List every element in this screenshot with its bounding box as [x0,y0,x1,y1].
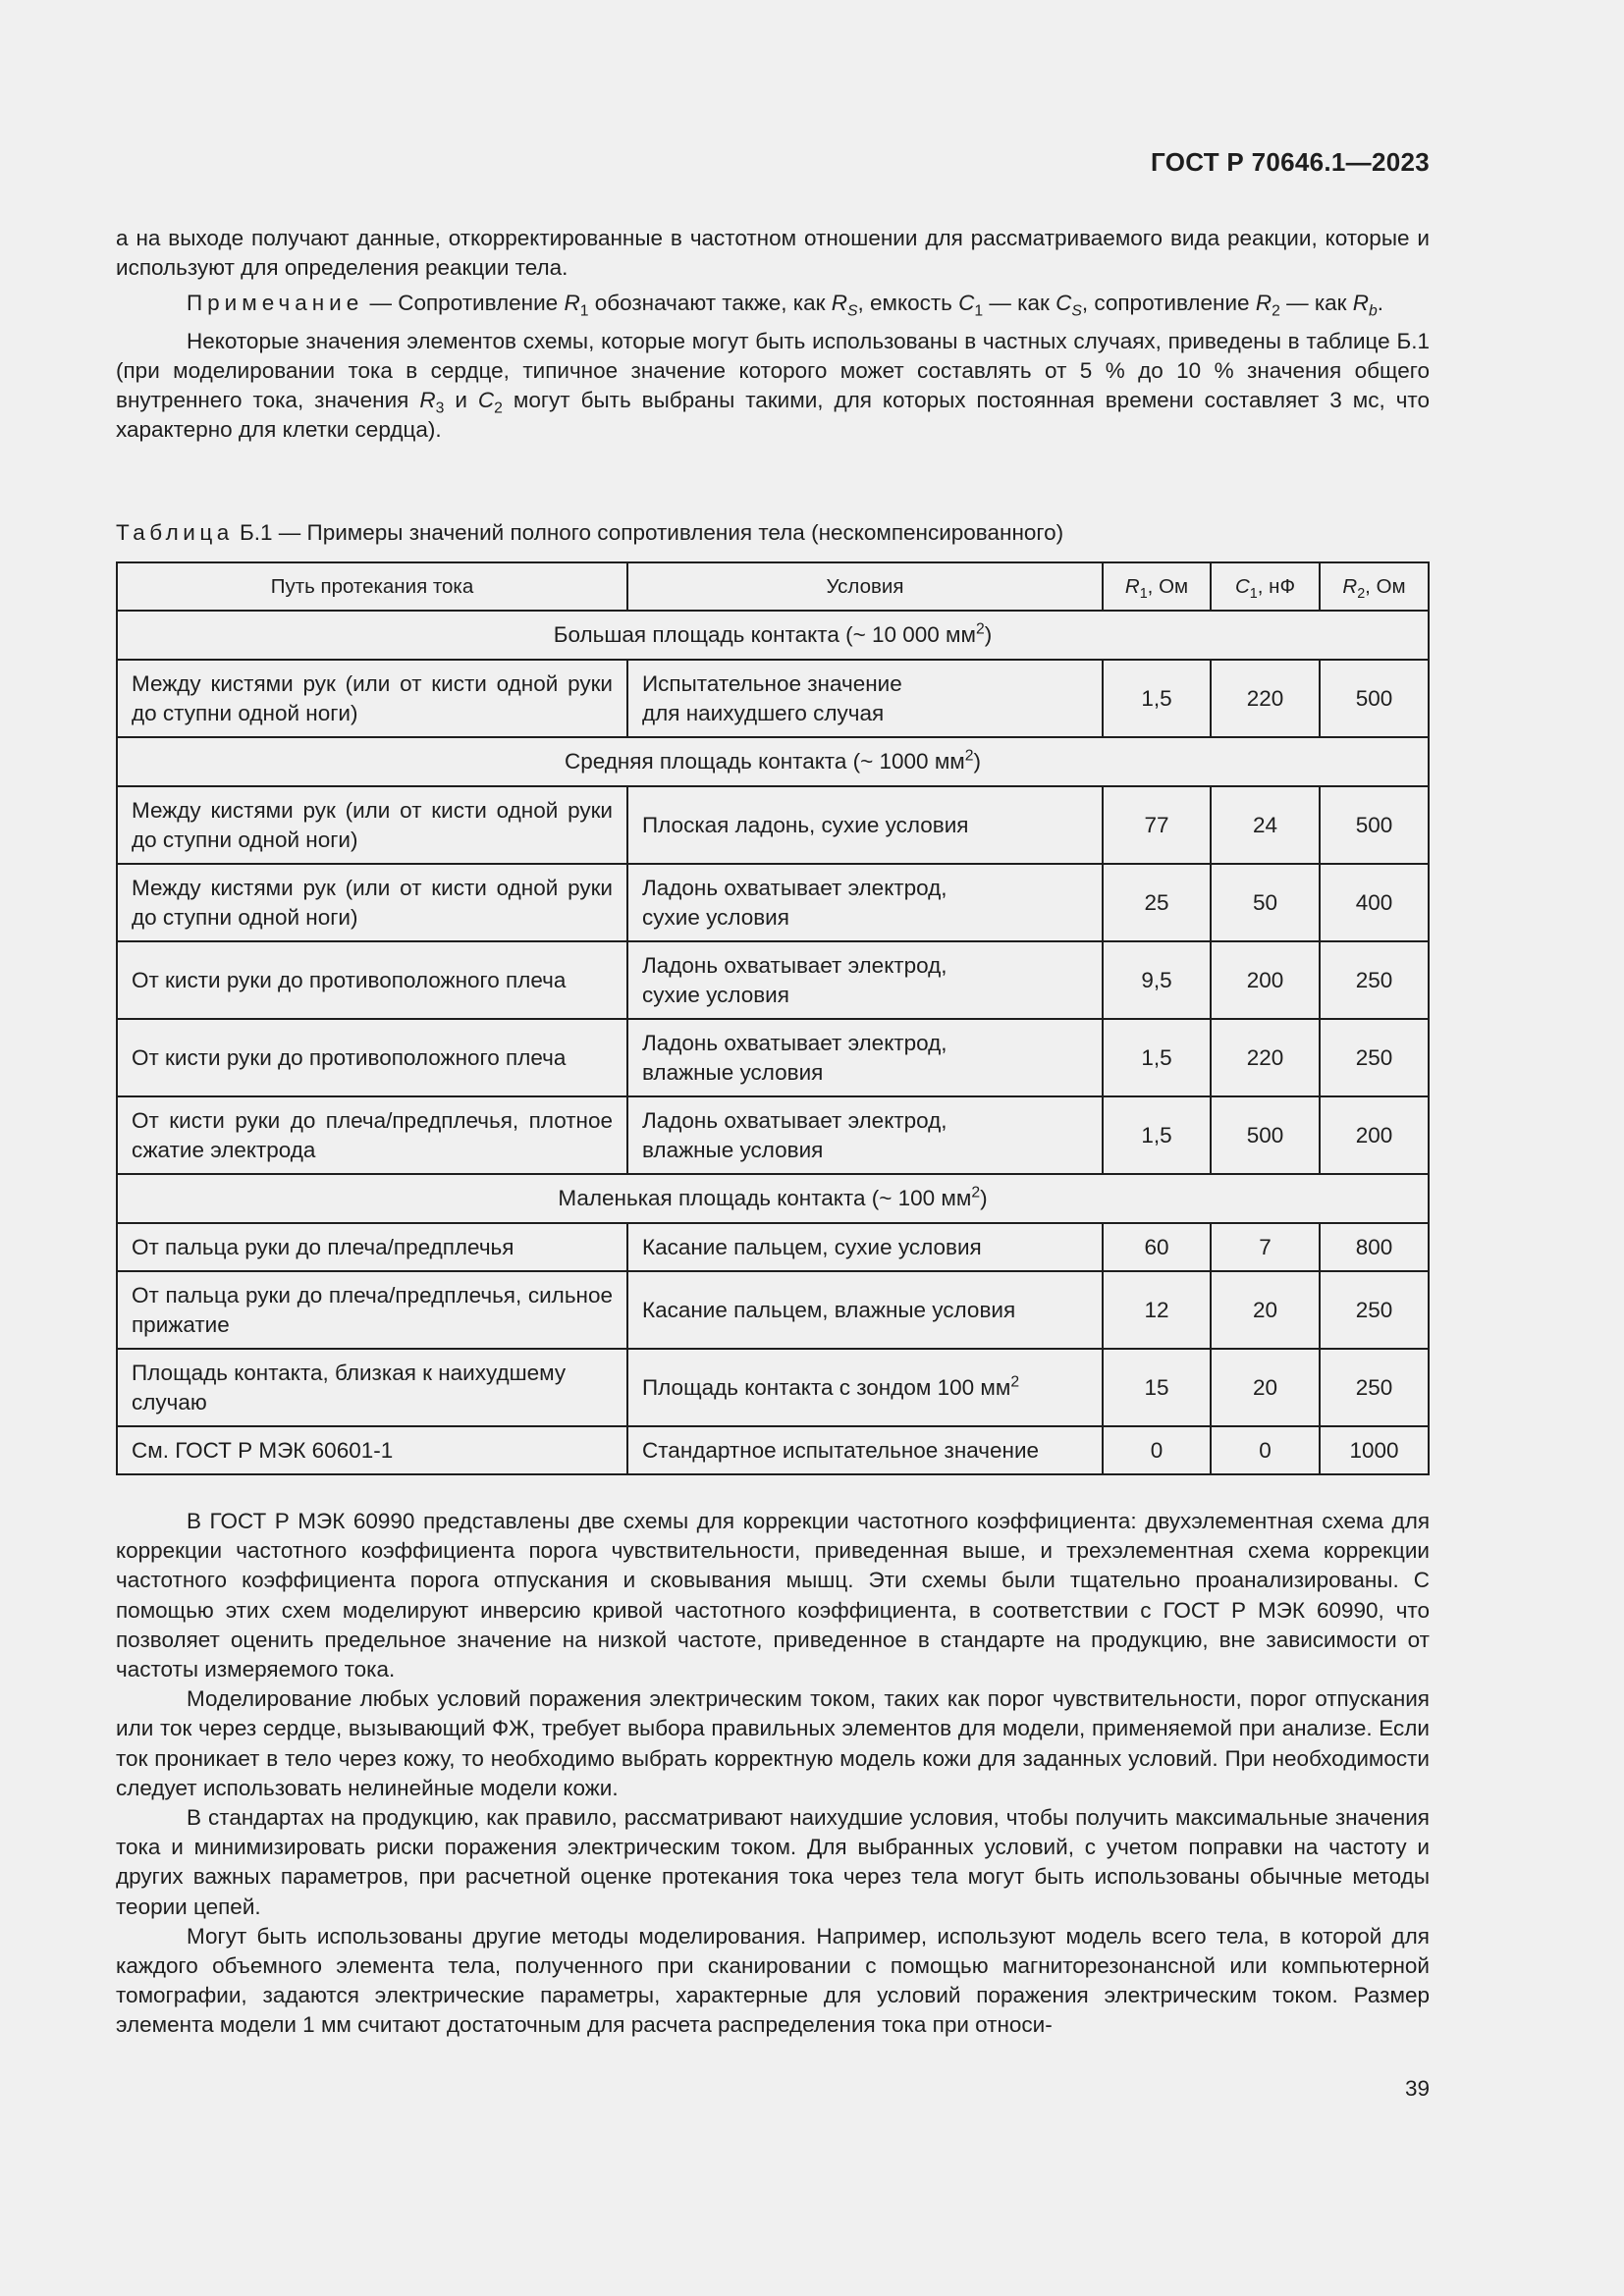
table-row: Площадь контакта, близкая к наихудшему случаю Площадь контакта с зондом 100 $мм^2$ 15 20 250 [117,1349,1429,1426]
page-number: 39 [1404,2076,1430,2101]
table-row: Между кистями рук (или от кисти одной руки до ступни одной ноги) Ладонь охватывает электрод, сухие условия 25 50 400 [117,864,1429,941]
note-paragraph: Примечание — Сопротивление $R_1$ обозначают также, как $R_S$, емкость $C_1$ — как $C_S$, сопротивление $R_2$ — как $R_b$. [187,291,1384,320]
group-title-small: Маленькая площадь контакта (~ 100 $мм^2$) [117,1174,1429,1223]
note-label: Примечание [187,291,364,316]
table-row: От пальца руки до плеча/предплечья, сильное прижатие Касание пальцем, влажные условия 12 20 250 [117,1271,1429,1349]
group-title-large: Большая площадь контакта (~ 10 000 $мм^2$) [117,611,1429,660]
body-paragraph-3: В стандартах на продукцию, как правило, рассматривают наихудшие условия, чтобы получить максимальные значения тока и минимизировать риски поражения электрическим током. Для выбранных условий, с учетом поправки на частоту и других важных параметров, при расчетной оценке протекания тока через тела могут быть использованы обычные методы теории цепей. [116,1805,1430,1919]
header-r2: $R_2$, Ом [1320,562,1429,611]
table-row: От кисти руки до противоположного плеча Ладонь охватывает электрод, сухие условия 9,5 200 250 [117,941,1429,1019]
body-text [116,1507,1430,2041]
body-paragraph-4: Могут быть использованы другие методы моделирования. Например, используют модель всего тела, в которой для каждого объемного элемента тела, полученного при сканировании с помощью магниторезонансной или компьютерной томографии, задаются электрические параметры, характерные для условий поражения электрическим током. Размер элемента модели 1 мм считают достаточным для расчета распределения тока при относи- [116,1923,1430,2038]
header-c1: $C_1$, нФ [1211,562,1320,611]
header-path: Путь протекания тока [117,562,627,611]
table-row: От кисти руки до плеча/предплечья, плотное сжатие электрода Ладонь охватывает электрод, влажные условия 1,5 500 200 [117,1096,1429,1174]
table-row: От пальца руки до плеча/предплечья Касание пальцем, сухие условия 60 7 800 [117,1223,1429,1271]
table-row: Между кистями рук (или от кисти одной руки до ступни одной ноги) Плоская ладонь, сухие условия 77 24 500 [117,786,1429,864]
table-caption: Таблица Б.1 — Примеры значений полного сопротивления тела (нескомпенсированного) [116,520,1064,545]
header-conditions: Условия [627,562,1103,611]
intro-paragraph-3: Некоторые значения элементов схемы, которые могут быть использованы в частных случаях, приведены в таблице Б.1 (при моделировании тока в сердце, типичное значение которого может составлять от 5 % до 10 % значения общего внутреннего тока, значения $R_3$ и $C_2$ могут быть выбраны такими, для которых постоянная времени составляет 3 мс, что характерно для клетки сердца). [116,328,1431,443]
header-r1: $R_1$, Ом [1103,562,1211,611]
body-paragraph-1: В ГОСТ Р МЭК 60990 представлены две схемы для коррекции частотного коэффициента: двухэлементная схема для коррекции частотного коэффициента порога чувствительности, приведенная выше, и трехэлементная схема коррекции частотного коэффициента порога отпускания и сковывания мышц. Эти схемы были тщательно проанализированы. С помощью этих схем моделируют инверсию кривой частотного коэффициента, в соответствии с ГОСТ Р МЭК 60990, что позволяет оценить предельное значение на низкой частоте, приведенное в стандарте на продукцию, вне зависимости от частоты измеряемого тока. [116,1509,1430,1682]
group-title-medium: Средняя площадь контакта (~ 1000 $мм^2$) [117,737,1429,786]
body-paragraph-2: Моделирование любых условий поражения электрическим током, таких как порог чувствительности, порог отпускания или ток через сердце, вызывающий ФЖ, требует выбора правильных элементов для модели, применяемой при анализе. Если ток проникает в тело через кожу, то необходимо выбрать корректную модель кожи для заданных условий. При необходимости следует использовать нелинейные модели кожи. [116,1686,1430,1800]
intro-text [116,224,1430,445]
table-row: См. ГОСТ Р МЭК 60601-1 Стандартное испытательное значение 0 0 1000 [117,1426,1429,1474]
intro-paragraph-1: а на выходе получают данные, откорректированные в частотном отношении для рассматриваемого вида реакции, которые и используют для определения реакции тела. [116,226,1430,281]
document-code: ГОСТ Р 70646.1—2023 [1151,147,1430,177]
table-row: Между кистями рук (или от кисти одной руки до ступни одной ноги) Испытательное значение для наихудшего случая 1,5 220 500 [117,660,1429,737]
table-header-row [117,562,1429,611]
impedance-table [116,561,1430,1475]
table-row: От кисти руки до противоположного плеча Ладонь охватывает электрод, влажные условия 1,5 220 250 [117,1019,1429,1096]
